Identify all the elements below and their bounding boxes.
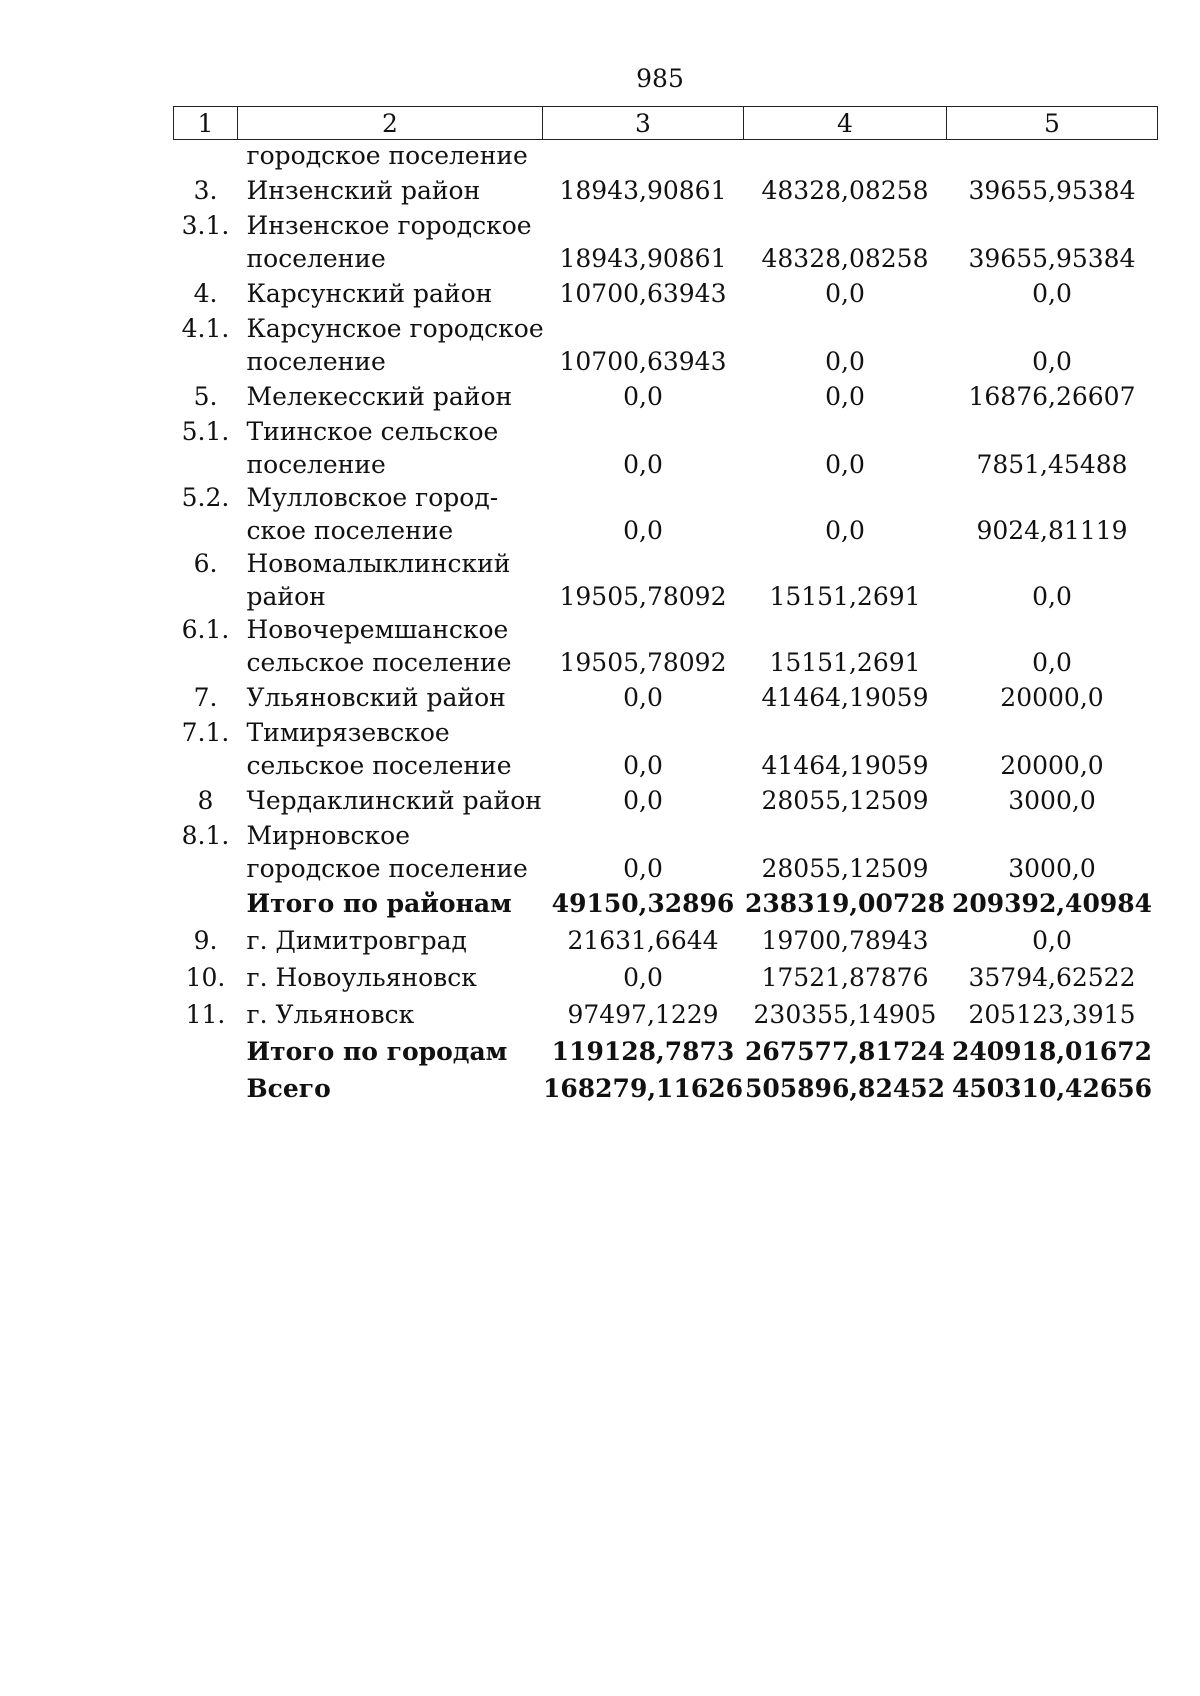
value-col-3: 0,0	[623, 516, 663, 545]
total-row	[174, 885, 1158, 922]
row-name: Новомалыклинский район	[246, 549, 511, 611]
value-col-3: 49150,32896	[551, 889, 735, 918]
table-row	[174, 378, 1158, 415]
row-name: городское поселение	[246, 141, 528, 170]
table-row	[174, 959, 1158, 996]
table-row	[174, 209, 1158, 275]
value-col-5: 35794,62522	[968, 963, 1136, 992]
row-number: 7.	[193, 683, 218, 712]
row-name: г. Димитровград	[246, 926, 467, 955]
row-number: 4.	[193, 279, 218, 308]
value-col-4: 505896,82452	[744, 1074, 946, 1103]
row-number: 10.	[185, 963, 226, 992]
column-header-1: 1	[174, 107, 238, 140]
row-number: 6.1.	[181, 615, 230, 644]
row-number: 6.	[193, 549, 218, 578]
value-col-5: 20000,0	[1000, 751, 1104, 780]
value-col-3: 10700,63943	[559, 347, 727, 376]
row-number	[174, 1070, 238, 1107]
row-number: 8.1.	[181, 821, 230, 850]
total-row	[174, 1033, 1158, 1070]
value-col-5: 0,0	[1032, 582, 1072, 611]
table-row	[174, 996, 1158, 1033]
table-row	[174, 782, 1158, 819]
total-row	[174, 1070, 1158, 1107]
table-row	[174, 312, 1158, 378]
value-col-3: 0,0	[623, 450, 663, 479]
value-col-5: 0,0	[1032, 926, 1072, 955]
value-col-4: 41464,19059	[761, 683, 929, 712]
value-col-5: 39655,95384	[968, 176, 1136, 205]
column-header-3: 3	[543, 107, 744, 140]
value-col-5: 209392,40984	[951, 889, 1153, 918]
row-name: Всего	[246, 1074, 331, 1103]
row-number: 5.2.	[181, 483, 230, 512]
value-col-3: 19505,78092	[559, 582, 727, 611]
table-row	[174, 922, 1158, 959]
value-col-3: 0,0	[623, 751, 663, 780]
row-name: Карсунское городское поселение	[246, 314, 544, 376]
table-row	[174, 547, 1158, 613]
value-col-3: 21631,6644	[567, 926, 719, 955]
value-col-4: 28055,12509	[761, 854, 929, 883]
row-number: 5.	[193, 382, 218, 411]
value-col-3: 97497,1229	[567, 1000, 719, 1029]
value-col-3: 119128,7873	[551, 1037, 735, 1066]
allocation-table	[173, 106, 1158, 1107]
value-col-4: 0,0	[825, 516, 865, 545]
value-col-4: 15151,2691	[769, 648, 921, 677]
value-col-4: 48328,08258	[761, 176, 929, 205]
row-number: 7.1.	[181, 718, 230, 747]
value-col-4: 48328,08258	[761, 244, 929, 273]
continuation-row	[174, 140, 1158, 173]
value-col-4: 41464,19059	[761, 751, 929, 780]
value-col-3: 19505,78092	[559, 648, 727, 677]
row-number	[174, 885, 238, 922]
value-col-4: 28055,12509	[761, 786, 929, 815]
value-col-5: 0,0	[1032, 648, 1072, 677]
value-col-4: 15151,2691	[769, 582, 921, 611]
page-number: 985	[636, 64, 684, 93]
value-col-5: 3000,0	[1008, 854, 1096, 883]
row-name: Мелекесский район	[246, 382, 513, 411]
row-name: Инзенское городское поселение	[246, 211, 532, 273]
column-header-5: 5	[947, 107, 1158, 140]
value-col-3: 0,0	[623, 683, 663, 712]
value-col-3: 18943,90861	[559, 244, 727, 273]
row-name: Мулловское город- ское поселение	[246, 483, 499, 545]
row-name: Новочеремшанское сельское поселение	[246, 615, 512, 677]
row-number	[174, 1033, 238, 1070]
table-row	[174, 679, 1158, 716]
row-name: Инзенский район	[246, 176, 481, 205]
value-col-4: 230355,14905	[753, 1000, 937, 1029]
value-col-3: 18943,90861	[559, 176, 727, 205]
row-name: Итого по городам	[246, 1037, 508, 1066]
value-col-4: 238319,00728	[744, 889, 946, 918]
row-name: Чердаклинский район	[246, 786, 542, 815]
table-row	[174, 275, 1158, 312]
value-col-4: 0,0	[825, 382, 865, 411]
value-col-5: 0,0	[1032, 279, 1072, 308]
value-col-5: 16876,26607	[968, 382, 1136, 411]
table-row	[174, 613, 1158, 679]
header-row	[174, 107, 1158, 140]
value-col-5: 0,0	[1032, 347, 1072, 376]
row-number: 4.1.	[181, 314, 230, 343]
value-col-5: 20000,0	[1000, 683, 1104, 712]
row-name: г. Новоульяновск	[246, 963, 477, 992]
value-col-5: 7851,45488	[976, 450, 1128, 479]
table-body	[174, 140, 1158, 1108]
row-name: Итого по районам	[246, 889, 512, 918]
value-col-4: 0,0	[825, 279, 865, 308]
column-header-2: 2	[238, 107, 543, 140]
row-number: 3.1.	[181, 211, 230, 240]
row-number: 9.	[193, 926, 218, 955]
table-row	[174, 415, 1158, 481]
value-col-5: 450310,42656	[951, 1074, 1153, 1103]
value-col-5: 9024,81119	[976, 516, 1128, 545]
value-col-4: 19700,78943	[761, 926, 929, 955]
row-name: Карсунский район	[246, 279, 493, 308]
row-number: 8	[197, 786, 214, 815]
row-number: 3.	[193, 176, 218, 205]
value-col-3: 0,0	[623, 382, 663, 411]
row-name: Тимирязевское сельское поселение	[246, 718, 512, 780]
value-col-3: 0,0	[623, 786, 663, 815]
row-name: Ульяновский район	[246, 683, 506, 712]
row-number	[174, 140, 238, 173]
value-col-5: 240918,01672	[951, 1037, 1153, 1066]
table-row	[174, 172, 1158, 209]
value-col-3: 0,0	[623, 854, 663, 883]
row-number: 5.1.	[181, 417, 230, 446]
column-header-4: 4	[744, 107, 947, 140]
value-col-5: 3000,0	[1008, 786, 1096, 815]
table-header	[174, 107, 1158, 140]
table-row	[174, 716, 1158, 782]
value-col-4: 17521,87876	[761, 963, 929, 992]
value-col-5: 205123,3915	[968, 1000, 1136, 1029]
table-row	[174, 819, 1158, 885]
row-name: Мирновское городское поселение	[246, 821, 528, 883]
table-row	[174, 481, 1158, 547]
value-col-3: 168279,11626	[542, 1074, 744, 1103]
value-col-4: 267577,81724	[744, 1037, 946, 1066]
row-name: Тиинское сельское поселение	[246, 417, 499, 479]
value-col-4: 0,0	[825, 347, 865, 376]
value-col-5: 39655,95384	[968, 244, 1136, 273]
row-number: 11.	[185, 1000, 226, 1029]
value-col-3: 10700,63943	[559, 279, 727, 308]
value-col-4: 0,0	[825, 450, 865, 479]
value-col-3: 0,0	[623, 963, 663, 992]
row-name: г. Ульяновск	[246, 1000, 415, 1029]
